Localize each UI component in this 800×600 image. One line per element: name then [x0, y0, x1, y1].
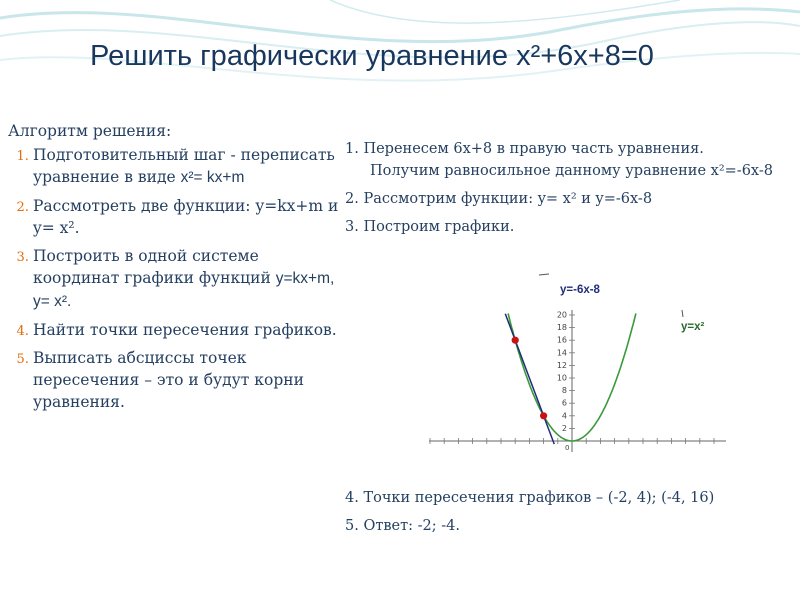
algorithm-steps — [8, 144, 343, 413]
parabola-label: y=x² — [681, 321, 705, 333]
y-tick-label: 12 — [556, 360, 567, 370]
answer-block — [345, 487, 795, 543]
y-tick-label: 2 — [561, 423, 567, 433]
algorithm-step-text: Построить в одной системе координат графики функций — [33, 247, 276, 287]
algorithm-step-2 — [33, 195, 343, 239]
solution-step-2: 2. Рассмотрим функции: y= x² и y=-6x-8 — [345, 191, 653, 207]
solution-step-1 — [345, 138, 795, 182]
intersection-point — [540, 412, 547, 419]
line-label-tick — [539, 274, 549, 275]
algorithm-step-text: Рассмотреть две функции: y=kx+m и y= x². — [33, 197, 339, 237]
algorithm-step-formula: x²= kx+m — [180, 169, 245, 186]
algorithm-step-3 — [33, 245, 343, 313]
algorithm-step-1 — [33, 144, 343, 189]
slide-title: Решить графически уравнение x²+6x+8=0 — [90, 40, 654, 72]
algorithm-step-formula: y=kx+m, y= x². — [33, 270, 335, 310]
linear-function-line — [505, 314, 554, 444]
y-tick-label: 14 — [556, 348, 567, 358]
algorithm-block — [8, 120, 343, 419]
solution-step-5: 5. Ответ: -2; -4. — [345, 518, 460, 534]
function-graph — [425, 272, 730, 457]
y-tick-label: 16 — [556, 335, 567, 345]
y-tick-label: 18 — [556, 323, 567, 333]
parabola-label-tick — [682, 310, 683, 317]
y-tick-label: 8 — [561, 386, 567, 396]
origin-label: 0 — [565, 444, 570, 452]
y-tick-label: 6 — [561, 398, 567, 408]
algorithm-step-5 — [33, 347, 343, 413]
solution-step-3: 3. Построим графики. — [345, 219, 515, 235]
solution-block — [345, 138, 795, 244]
line-label: y=-6x-8 — [560, 284, 600, 296]
algorithm-heading: Алгоритм решения: — [8, 122, 172, 140]
algorithm-step-4 — [33, 319, 343, 341]
solution-step-4: 4. Точки пересечения графиков – (-2, 4); (-4, 16) — [345, 490, 715, 506]
intersection-point — [512, 337, 519, 344]
algorithm-step-text: Подготовительный шаг - переписать уравнение в виде — [33, 146, 335, 186]
algorithm-step-text: Найти точки пересечения графиков. — [33, 321, 337, 339]
y-tick-label: 20 — [556, 310, 567, 320]
y-tick-label: 4 — [561, 411, 567, 421]
algorithm-step-text: Выписать абсциссы точек пересечения – это и будут корни уравнения. — [33, 349, 304, 411]
solution-step-1-line1: 1. Перенесем 6x+8 в правую часть уравнения. — [345, 141, 704, 157]
solution-step-1-line2: Получим равносильное данному уравнение x²=-6x-8 — [370, 163, 773, 179]
y-tick-label: 10 — [556, 373, 567, 383]
